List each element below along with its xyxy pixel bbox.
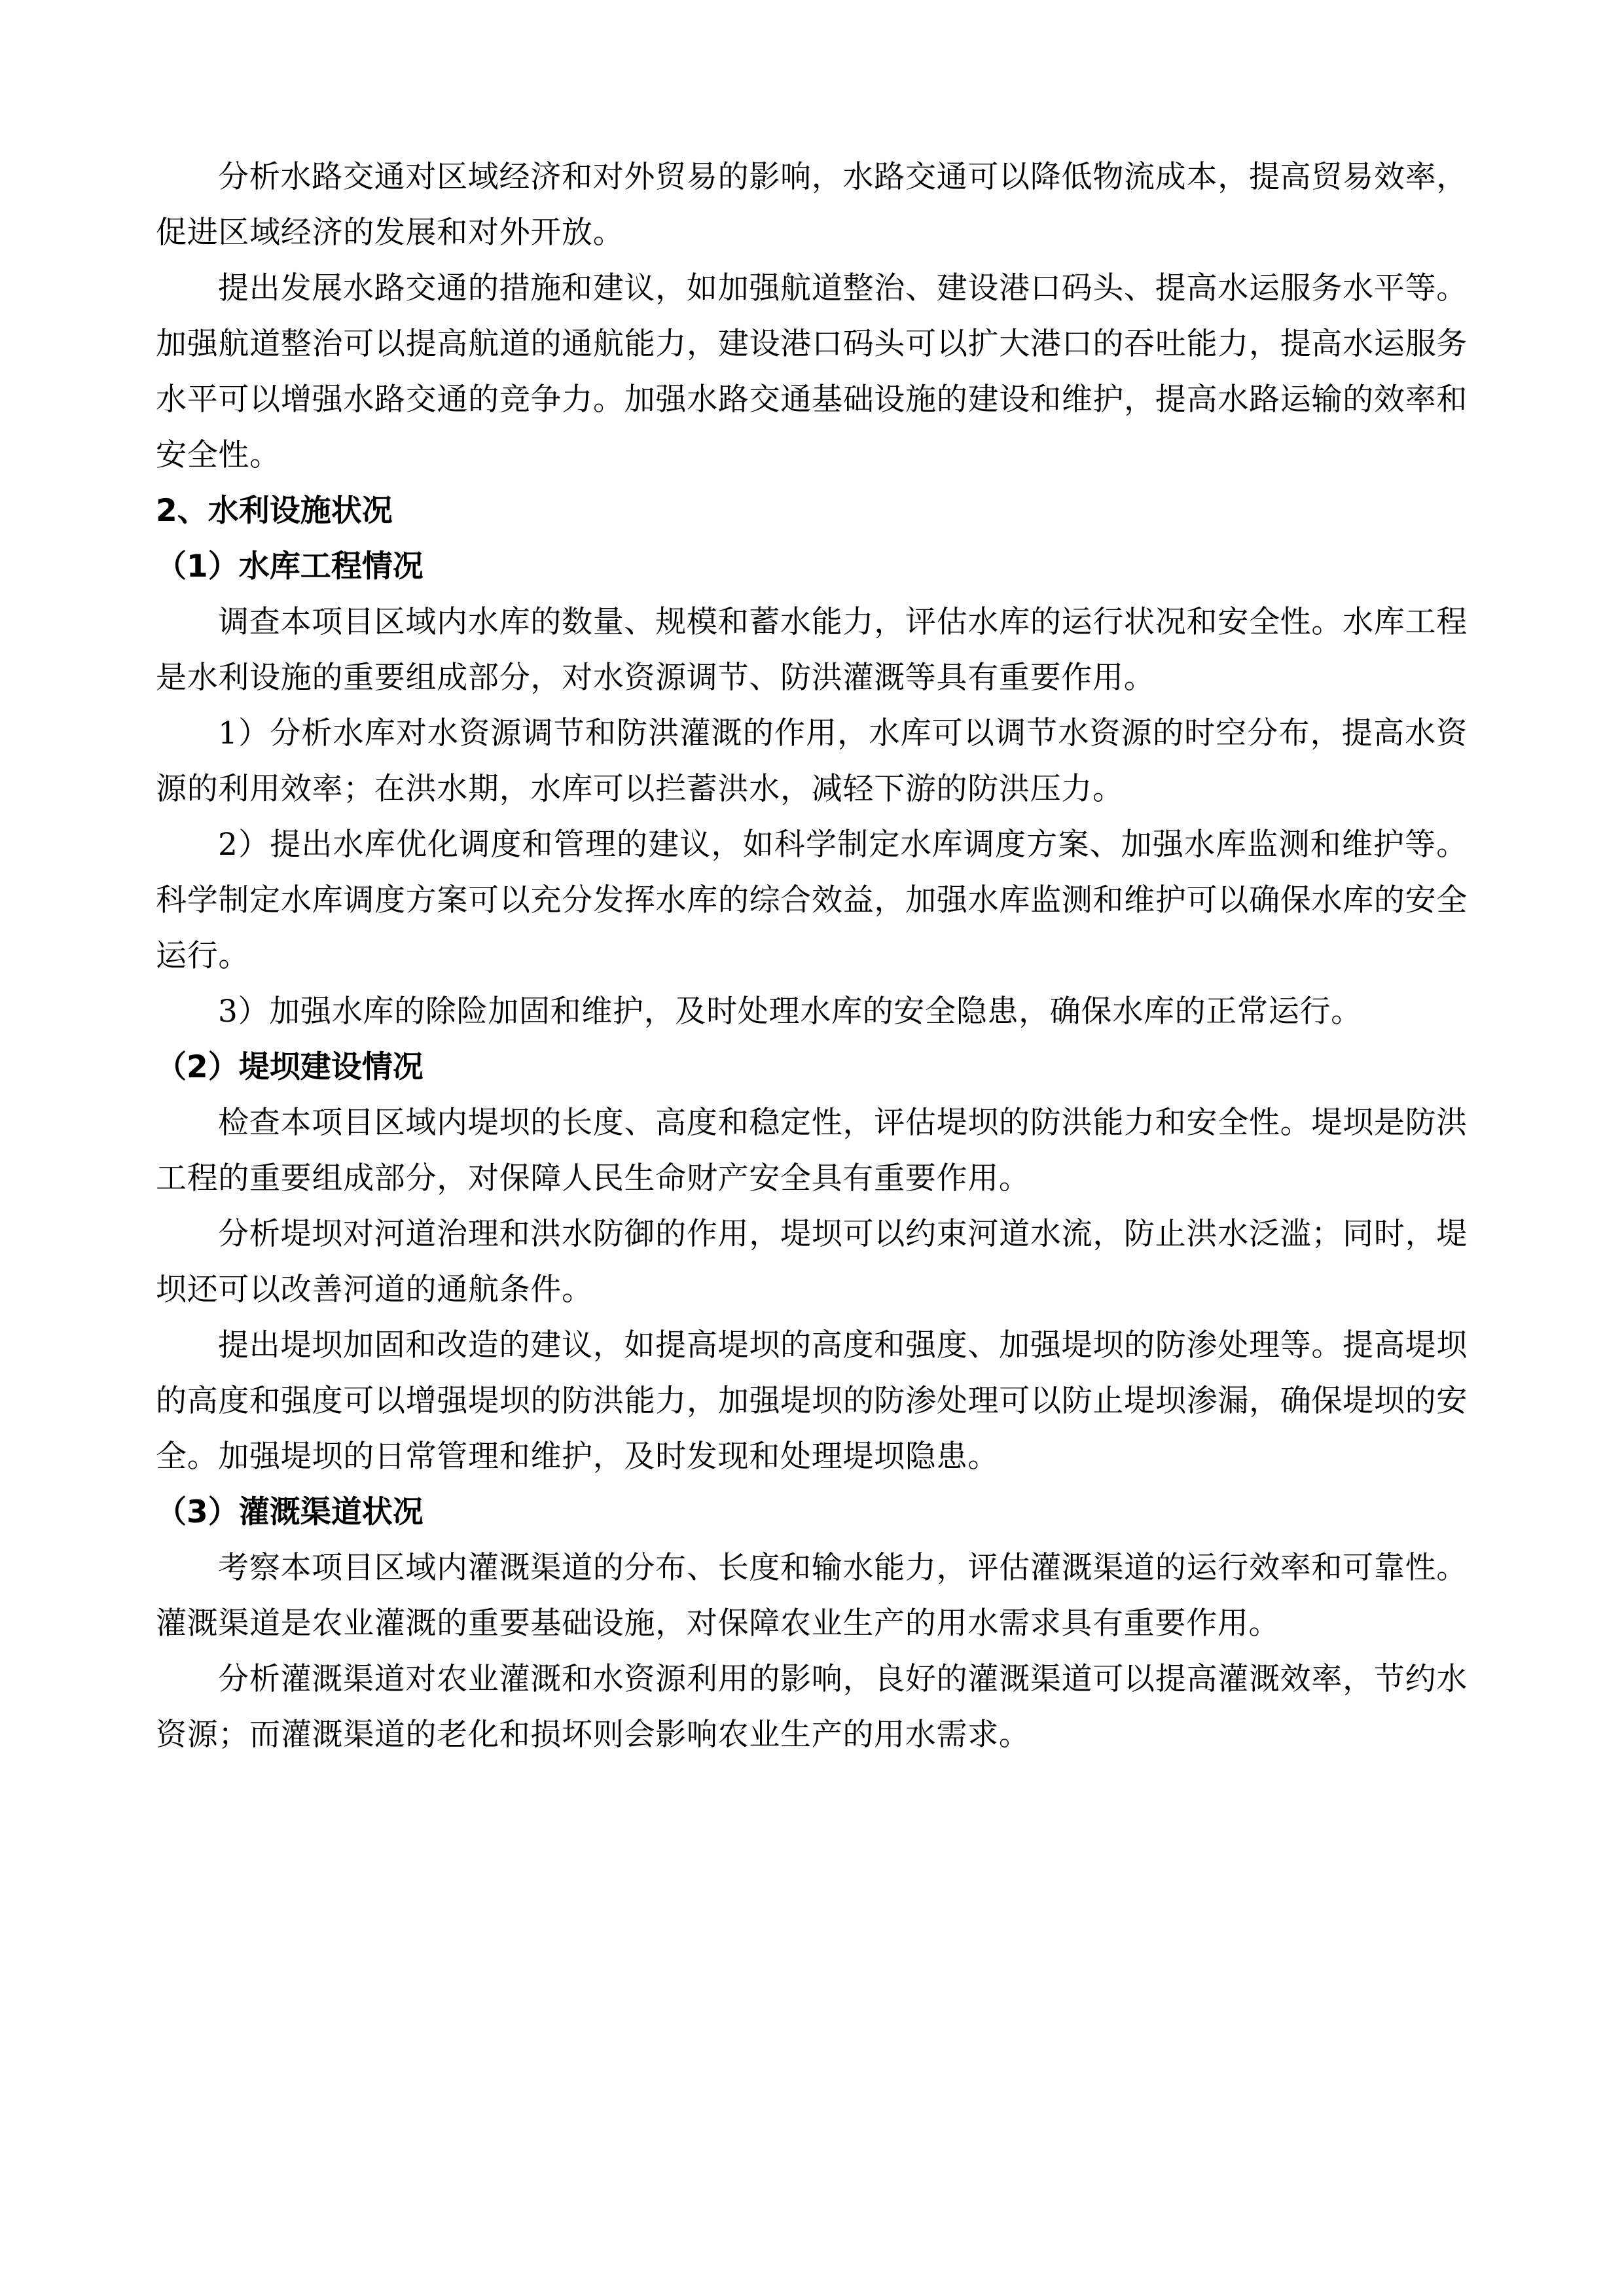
paragraph-dam-inspection: 检查本项目区域内堤坝的长度、高度和稳定性，评估堤坝的防洪能力和安全性。堤坝是防洪工程的重要组成部分，对保障人民生命财产安全具有重要作用。 (156, 1105, 1468, 1196)
subsection-heading-reservoir: （1）水库工程情况 (156, 548, 424, 584)
paragraph-reservoir-survey: 调查本项目区域内水库的数量、规模和蓄水能力，评估水库的运行状况和安全性。水库工程是水利设施的重要组成部分，对水资源调节、防洪灌溉等具有重要作用。 (156, 604, 1468, 696)
paragraph-dam-role: 分析堤坝对河道治理和洪水防御的作用，堤坝可以约束河道水流，防止洪水泛滥；同时，堤坝还可以改善河道的通航条件。 (156, 1216, 1468, 1308)
paragraph-reservoir-item-1: 1）分析水库对水资源调节和防洪灌溉的作用，水库可以调节水资源的时空分布，提高水资源的利用效率；在洪水期，水库可以拦蓄洪水，减轻下游的防洪压力。 (156, 715, 1468, 807)
subsection-heading-dam: （2）堤坝建设情况 (156, 1049, 424, 1085)
paragraph-waterway-measures: 提出发展水路交通的措施和建议，如加强航道整治、建设港口码头、提高水运服务水平等。加强航道整治可以提高航道的通航能力，建设港口码头可以扩大港口的吞吐能力，提高水运服务水平可以增强水路交通的竞争力。加强水路交通基础设施的建设和维护，提高水路运输的效率和安全性。 (156, 270, 1468, 473)
paragraph-reservoir-item-3: 3）加强水库的除险加固和维护，及时处理水库的安全隐患，确保水库的正常运行。 (218, 994, 1362, 1030)
paragraph-dam-suggestions: 提出堤坝加固和改造的建议，如提高堤坝的高度和强度、加强堤坝的防渗处理等。提高堤坝的高度和强度可以增强堤坝的防洪能力，加强堤坝的防渗处理可以防止堤坝渗漏，确保堤坝的安全。加强堤坝的日常管理和维护，及时发现和处理堤坝隐患。 (156, 1327, 1468, 1475)
section-heading-water-facilities: 2、水利设施状况 (156, 493, 393, 529)
subsection-heading-irrigation: （3）灌溉渠道状况 (156, 1494, 424, 1530)
paragraph-irrigation-impact: 分析灌溉渠道对农业灌溉和水资源利用的影响，良好的灌溉渠道可以提高灌溉效率，节约水资源；而灌溉渠道的老化和损坏则会影响农业生产的用水需求。 (156, 1661, 1468, 1753)
document-page (156, 149, 1468, 1763)
paragraph-reservoir-item-2: 2）提出水库优化调度和管理的建议，如科学制定水库调度方案、加强水库监测和维护等。科学制定水库调度方案可以充分发挥水库的综合效益，加强水库监测和维护可以确保水库的安全运行。 (156, 827, 1468, 974)
paragraph-waterway-impact: 分析水路交通对区域经济和对外贸易的影响，水路交通可以降低物流成本，提高贸易效率，促进区域经济的发展和对外开放。 (156, 159, 1468, 251)
paragraph-irrigation-survey: 考察本项目区域内灌溉渠道的分布、长度和输水能力，评估灌溉渠道的运行效率和可靠性。灌溉渠道是农业灌溉的重要基础设施，对保障农业生产的用水需求具有重要作用。 (156, 1550, 1468, 1641)
